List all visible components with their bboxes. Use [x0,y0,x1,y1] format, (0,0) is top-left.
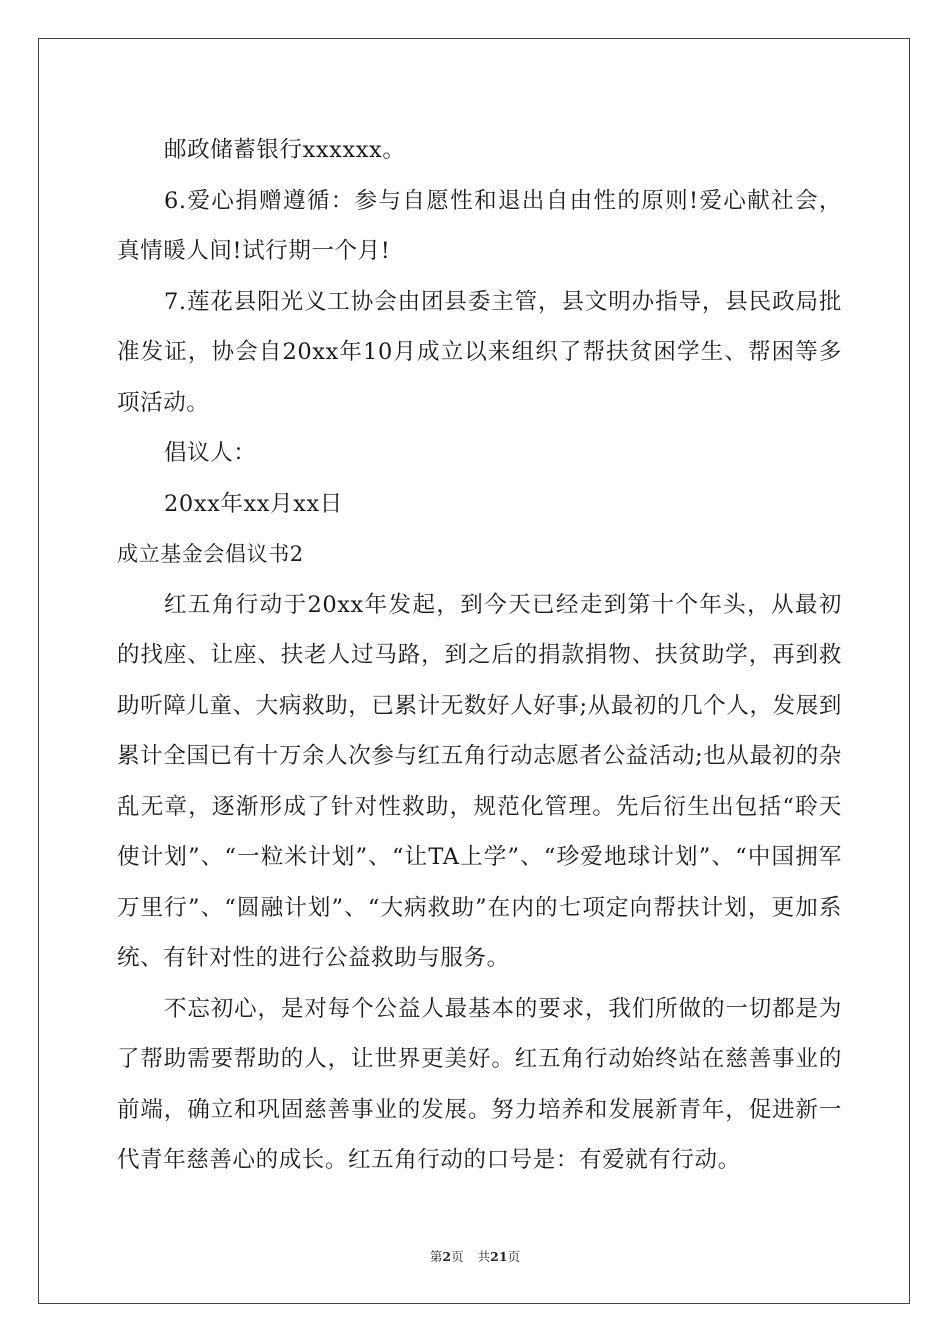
paragraph-initiator: 倡议人： [164,440,257,466]
total-suffix: 页 [507,1249,521,1264]
page-total: 21 [490,1249,508,1264]
paragraph-section-1: 红五角行动于20xx年发起，到今天已经走到第十个年头，从最初的找座、让座、扶老人过马路，到之后的捐款捐物、扶贫助学，再到救助听障儿童、大病救助，已累计无数好人好事;从最初的几个人，发展到累计全国已有十万余人次参与红五角行动志愿者公益活动;也从最初的杂乱无章，逐渐形成了针对性救助，规范化管理。先后衍生出包括“聆天使计划”、“一粒米计划”、“让TA上学”、“珍爱地球计划”、“中国拥军万里行”、“圆融计划”、“大病救助”在内的七项定向帮扶计划，更加系统、有针对性的进行公益救助与服务。 [117,591,842,971]
page-suffix: 页 [451,1249,464,1264]
paragraph-item-6: 6.爱心捐赠遵循：参与自愿性和退出自由性的原则!爱心献社会，真情暖人间!试行期一个月! [117,187,842,264]
paragraph-bank-account: 邮政储蓄银行xxxxxx。 [164,137,406,163]
paragraph-item-7: 7.莲花县阳光义工协会由团县委主管，县文明办指导，县民政局批准发证，协会自20xx年10月成立以来组织了帮扶贫困学生、帮困等多项活动。 [117,288,842,416]
page-footer [0,1247,950,1265]
paragraph-date: 20xx年xx月xx日 [164,490,343,517]
total-prefix: 共 [477,1249,491,1264]
page-current: 2 [442,1249,452,1264]
section-heading: 成立基金会倡议书2 [117,542,304,566]
paragraph-section-2: 不忘初心，是对每个公益人最基本的要求，我们所做的一切都是为了帮助需要帮助的人，让世界更美好。红五角行动始终站在慈善事业的前端，确立和巩固慈善事业的发展。努力培养和发展新青年，促进新一代青年慈善心的成长。红五角行动的口号是：有爱就有行动。 [117,995,842,1173]
document-body [117,125,842,1186]
page-prefix: 第 [429,1249,443,1264]
